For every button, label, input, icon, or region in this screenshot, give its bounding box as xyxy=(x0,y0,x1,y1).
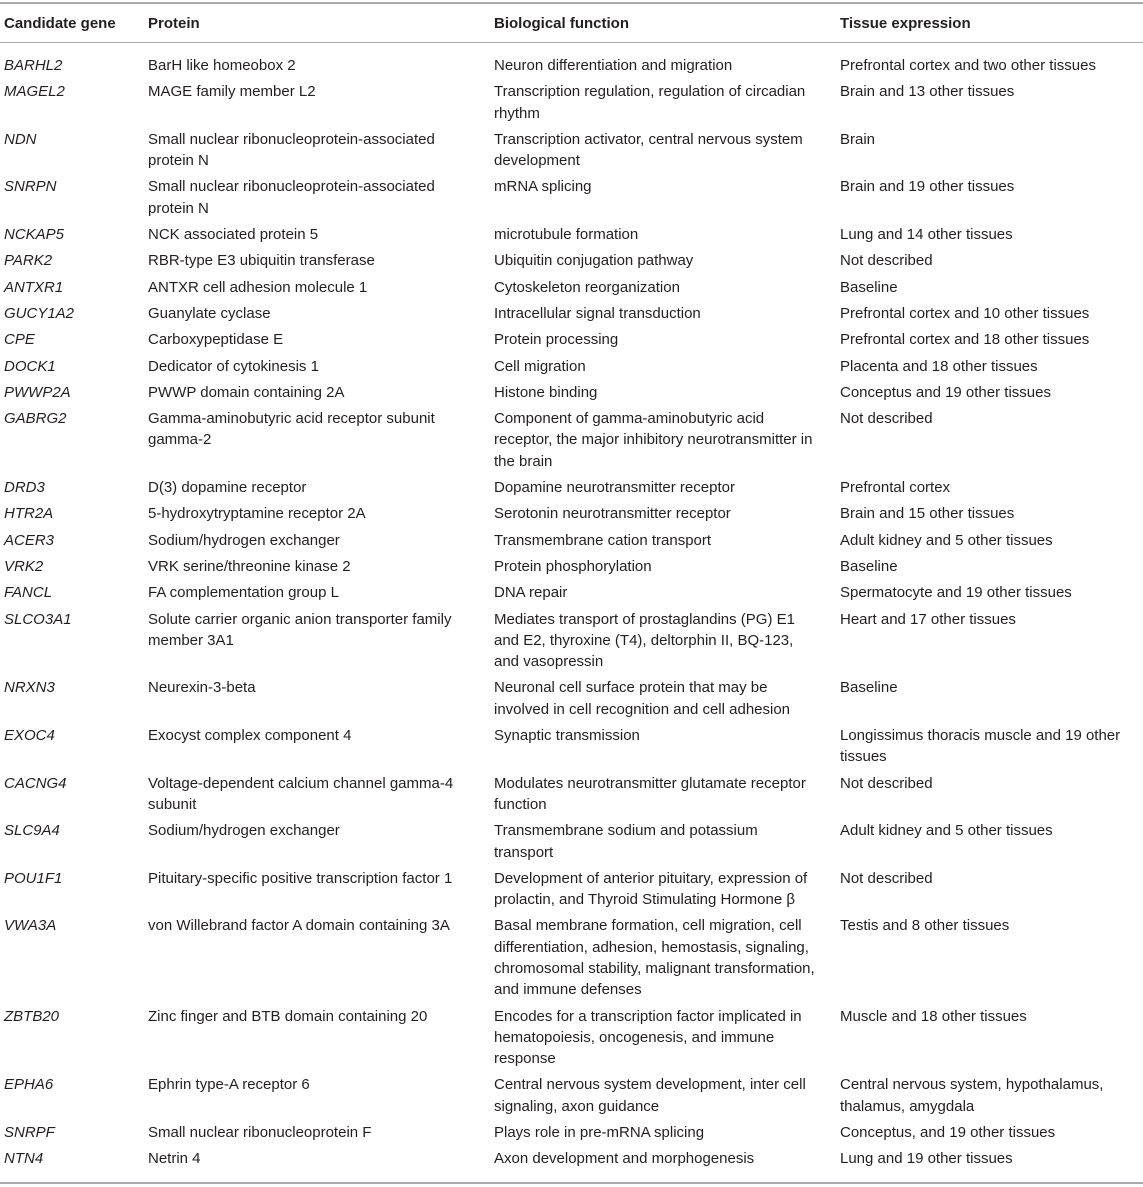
cell-function: Basal membrane formation, cell migration, cell differentiation, adhesion, hemostasis, signaling, chromosomal stability, malignant transformation, and immune defenses xyxy=(494,917,815,999)
table-row xyxy=(0,356,1143,382)
cell-protein: Carboxypeptidase E xyxy=(148,331,284,349)
table-row xyxy=(0,224,1143,250)
cell-tissue: Testis and 8 other tissues xyxy=(840,917,1010,935)
cell-function: Component of gamma-aminobutyric acid receptor, the major inhibitory neurotransmitter in the brain xyxy=(494,410,813,470)
cell-tissue: Adult kidney and 5 other tissues xyxy=(840,822,1053,840)
table-row xyxy=(0,915,1143,1005)
cell-function: Serotonin neurotransmitter receptor xyxy=(494,505,731,523)
cell-function: Protein processing xyxy=(494,331,619,349)
cell-function: Transcription regulation, regulation of circadian rhythm xyxy=(494,83,806,122)
cell-gene: SLCO3A1 xyxy=(4,610,72,628)
cell-function: Transmembrane cation transport xyxy=(494,531,712,549)
cell-tissue: Brain and 19 other tissues xyxy=(840,178,1015,196)
cell-function: Synaptic transmission xyxy=(494,727,640,745)
cell-gene: NCKAP5 xyxy=(4,226,65,244)
cell-tissue: Muscle and 18 other tissues xyxy=(840,1007,1027,1025)
cell-tissue: Placenta and 18 other tissues xyxy=(840,357,1038,375)
cell-protein: Netrin 4 xyxy=(148,1150,201,1168)
cell-function: Central nervous system development, inter cell signaling, axon guidance xyxy=(494,1076,806,1115)
cell-function: mRNA splicing xyxy=(494,178,592,196)
cell-tissue: Baseline xyxy=(840,679,898,697)
cell-protein: Neurexin-3-beta xyxy=(148,679,256,697)
cell-gene: ACER3 xyxy=(4,531,55,549)
header-biological-function: Biological function xyxy=(494,15,629,32)
cell-gene: BARHL2 xyxy=(4,57,63,74)
cell-gene: CPE xyxy=(4,331,35,349)
cell-function: Neuron differentiation and migration xyxy=(494,57,733,74)
cell-gene: CACNG4 xyxy=(4,774,67,792)
cell-tissue: Not described xyxy=(840,869,933,887)
cell-protein: D(3) dopamine receptor xyxy=(148,479,307,497)
cell-tissue: Not described xyxy=(840,774,933,792)
cell-protein: Ephrin type-A receptor 6 xyxy=(148,1076,310,1094)
cell-function: Transcription activator, central nervous system development xyxy=(494,130,803,170)
cell-function: Dopamine neurotransmitter receptor xyxy=(494,479,735,497)
cell-protein: Sodium/hydrogen exchanger xyxy=(148,531,340,549)
cell-function: Mediates transport of prostaglandins (PG) E1 and E2, thyroxine (T4), deltorphin II, BQ-123, and vasopressin xyxy=(494,610,795,671)
table-row xyxy=(0,329,1143,355)
cell-tissue: Baseline xyxy=(840,278,898,296)
cell-function: Transmembrane sodium and potassium transport xyxy=(494,822,758,861)
cell-protein: Gamma-aminobutyric acid receptor subunit gamma-2 xyxy=(148,410,435,449)
cell-tissue: Brain and 13 other tissues xyxy=(840,83,1015,101)
table-row xyxy=(0,477,1143,503)
table-row xyxy=(0,1006,1143,1075)
cell-tissue: Not described xyxy=(840,252,933,270)
cell-function: Axon development and morphogenesis xyxy=(494,1150,755,1168)
cell-gene: NTN4 xyxy=(4,1150,44,1168)
cell-tissue: Spermatocyte and 19 other tissues xyxy=(840,584,1072,602)
cell-gene: SNRPF xyxy=(4,1124,55,1142)
cell-protein: BarH like homeobox 2 xyxy=(148,57,296,74)
cell-protein: FA complementation group L xyxy=(148,584,339,602)
cell-tissue: Lung and 14 other tissues xyxy=(840,226,1013,244)
cell-protein: PWWP domain containing 2A xyxy=(148,383,345,401)
cell-gene: VRK2 xyxy=(4,557,44,575)
table-row xyxy=(0,609,1143,678)
cell-gene: POU1F1 xyxy=(4,869,63,887)
cell-gene: VWA3A xyxy=(4,917,57,935)
table-row xyxy=(0,868,1143,916)
cell-gene: FANCL xyxy=(4,584,53,602)
cell-gene: EXOC4 xyxy=(4,727,55,745)
cell-gene: HTR2A xyxy=(4,505,54,523)
cell-tissue: Conceptus and 19 other tissues xyxy=(840,383,1051,401)
cell-protein: ANTXR cell adhesion molecule 1 xyxy=(148,278,368,296)
cell-gene: PWWP2A xyxy=(4,383,71,401)
cell-protein: von Willebrand factor A domain containing 3A xyxy=(148,917,450,935)
cell-function: microtubule formation xyxy=(494,226,639,244)
cell-function: Protein phosphorylation xyxy=(494,557,652,575)
cell-tissue: Central nervous system, hypothalamus, thalamus, amygdala xyxy=(840,1076,1104,1115)
cell-protein: Voltage-dependent calcium channel gamma-4 subunit xyxy=(148,774,454,813)
cell-function: Ubiquitin conjugation pathway xyxy=(494,252,694,270)
cell-tissue: Prefrontal cortex and two other tissues xyxy=(840,57,1096,74)
table-row xyxy=(0,81,1143,129)
table-row xyxy=(0,55,1143,81)
cell-tissue: Heart and 17 other tissues xyxy=(840,610,1016,628)
cell-protein: Guanylate cyclase xyxy=(148,304,271,322)
table-row xyxy=(0,277,1143,303)
table-row xyxy=(0,1122,1143,1148)
table-row xyxy=(0,530,1143,556)
table-row xyxy=(0,176,1143,224)
cell-protein: MAGE family member L2 xyxy=(148,83,316,101)
cell-function: Cytoskeleton reorganization xyxy=(494,278,680,296)
table-row xyxy=(0,1148,1143,1174)
cell-function: Modulates neurotransmitter glutamate receptor function xyxy=(494,774,806,813)
table-row xyxy=(0,556,1143,582)
cell-gene: ZBTB20 xyxy=(4,1007,60,1025)
cell-protein: Exocyst complex component 4 xyxy=(148,727,352,745)
cell-function: DNA repair xyxy=(494,584,568,602)
cell-protein: Small nuclear ribonucleoprotein F xyxy=(148,1124,372,1142)
cell-function: Encodes for a transcription factor implicated in hematopoiesis, oncogenesis, and immune response xyxy=(494,1007,802,1068)
cell-protein: Dedicator of cytokinesis 1 xyxy=(148,357,319,375)
cell-tissue: Prefrontal cortex and 10 other tissues xyxy=(840,304,1090,322)
header-tissue-expression: Tissue expression xyxy=(840,15,971,32)
cell-gene: GUCY1A2 xyxy=(4,304,75,322)
table-row xyxy=(0,582,1143,608)
table-header xyxy=(0,4,1143,42)
cell-function: Development of anterior pituitary, expression of prolactin, and Thyroid Stimulating Hormone β xyxy=(494,869,808,909)
cell-protein: VRK serine/threonine kinase 2 xyxy=(148,557,351,575)
cell-tissue: Adult kidney and 5 other tissues xyxy=(840,531,1053,549)
cell-tissue: Lung and 19 other tissues xyxy=(840,1150,1013,1168)
cell-function: Intracellular signal transduction xyxy=(494,304,701,322)
header-protein: Protein xyxy=(148,15,200,32)
cell-gene: NDN xyxy=(4,130,37,148)
table-row xyxy=(0,1074,1143,1122)
cell-protein: Small nuclear ribonucleoprotein-associated protein N xyxy=(148,178,435,217)
cell-function: Cell migration xyxy=(494,357,586,375)
cell-gene: PARK2 xyxy=(4,252,53,270)
cell-gene: DRD3 xyxy=(4,479,45,497)
cell-gene: MAGEL2 xyxy=(4,83,65,101)
cell-gene: DOCK1 xyxy=(4,357,56,375)
table-row xyxy=(0,503,1143,529)
cell-tissue: Brain xyxy=(840,130,876,148)
cell-function: Histone binding xyxy=(494,383,598,401)
table-row xyxy=(0,820,1143,868)
cell-function: Neuronal cell surface protein that may be involved in cell recognition and cell adhesion xyxy=(494,679,791,718)
table-header-rule xyxy=(0,42,1143,43)
cell-protein: Zinc finger and BTB domain containing 20 xyxy=(148,1007,428,1025)
cell-tissue: Prefrontal cortex xyxy=(840,479,951,497)
table-row xyxy=(0,303,1143,329)
cell-gene: SLC9A4 xyxy=(4,822,60,840)
cell-protein: Pituitary-specific positive transcription factor 1 xyxy=(148,869,453,887)
cell-tissue: Longissimus thoracis muscle and 19 other tissues xyxy=(840,727,1121,766)
cell-protein: Solute carrier organic anion transporter family member 3A1 xyxy=(148,610,452,649)
cell-tissue: Baseline xyxy=(840,557,898,575)
cell-tissue: Not described xyxy=(840,410,933,428)
table-bottom-rule xyxy=(0,1182,1143,1184)
table-row xyxy=(0,725,1143,773)
cell-protein: 5-hydroxytryptamine receptor 2A xyxy=(148,505,366,523)
header-candidate-gene: Candidate gene xyxy=(4,15,116,32)
table-row xyxy=(0,382,1143,408)
cell-gene: NRXN3 xyxy=(4,679,55,697)
cell-protein: NCK associated protein 5 xyxy=(148,226,319,244)
cell-protein: RBR-type E3 ubiquitin transferase xyxy=(148,252,375,270)
cell-protein: Small nuclear ribonucleoprotein-associated protein N xyxy=(148,130,435,170)
cell-function: Plays role in pre-mRNA splicing xyxy=(494,1124,705,1142)
cell-gene: GABRG2 xyxy=(4,410,67,428)
table-row xyxy=(0,129,1143,177)
table-row xyxy=(0,250,1143,276)
cell-protein: Sodium/hydrogen exchanger xyxy=(148,822,340,840)
cell-gene: EPHA6 xyxy=(4,1076,54,1094)
table-row xyxy=(0,408,1143,477)
table-body xyxy=(0,55,1143,1175)
cell-tissue: Conceptus, and 19 other tissues xyxy=(840,1124,1056,1142)
table-row xyxy=(0,677,1143,725)
cell-gene: SNRPN xyxy=(4,178,57,196)
cell-tissue: Prefrontal cortex and 18 other tissues xyxy=(840,331,1090,349)
cell-gene: ANTXR1 xyxy=(4,278,64,296)
table-row xyxy=(0,773,1143,821)
cell-tissue: Brain and 15 other tissues xyxy=(840,505,1015,523)
